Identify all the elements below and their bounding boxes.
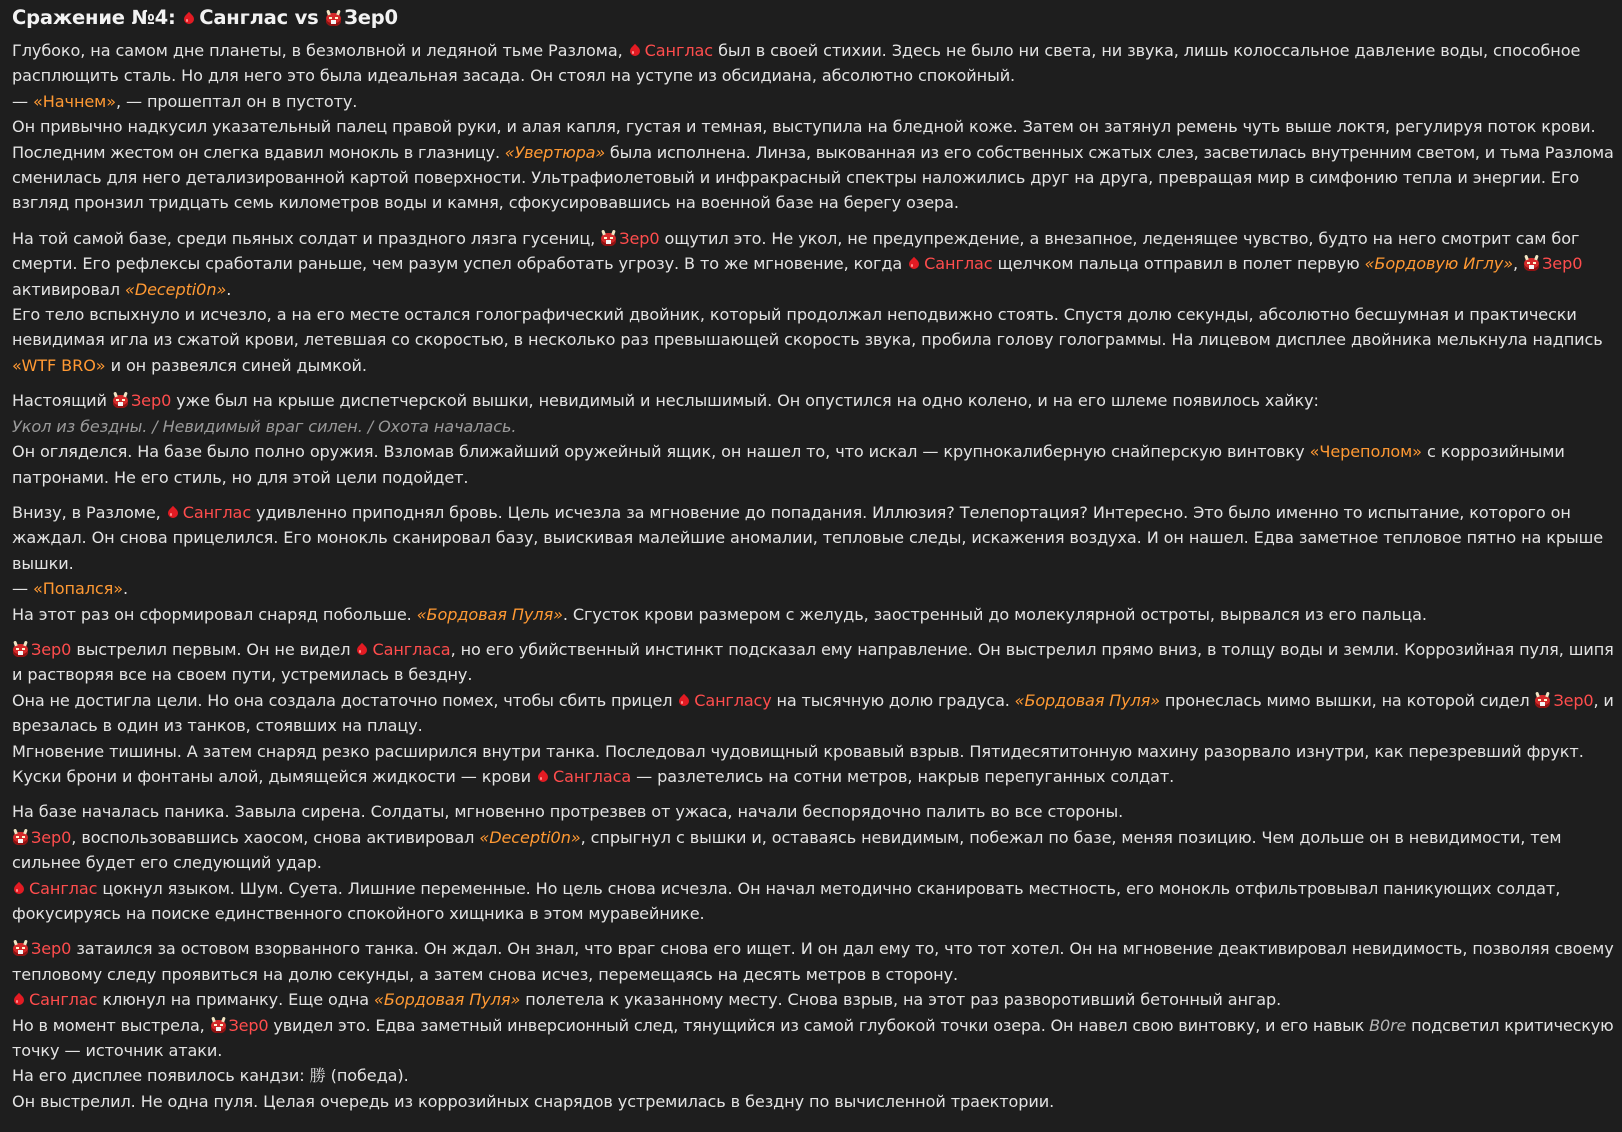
text: — <box>12 579 28 599</box>
text: клюнул на приманку. Еще одна <box>102 990 370 1010</box>
text: на тысячную долю градуса. <box>776 690 1010 710</box>
highlight-phrase: «WTF BRO» <box>12 355 106 375</box>
text-line <box>12 38 1612 63</box>
oni-mask-icon <box>210 1017 227 1034</box>
text-line <box>12 637 1612 662</box>
ability-name: «Бордовая Пуля» <box>374 990 521 1010</box>
character-name-zer0: Зер0 <box>130 391 172 411</box>
text-line: невидимая игла из сжатой крови, летевшая со скоростью, в несколько раз превышающей скорость звука, пробила голову голограммы. На лицевом дисплее двойника мелькнула надпись <box>12 330 1603 350</box>
character-name-zer0: Зер0 <box>619 228 660 248</box>
text-line <box>12 576 1612 601</box>
highlight-phrase: «Начнем» <box>33 91 116 111</box>
text-line: вышки. <box>12 553 74 573</box>
text: и он развеялся синей дымкой. <box>110 355 367 375</box>
text: , и <box>1593 690 1614 710</box>
blood-drop-icon <box>166 504 181 521</box>
blood-drop-icon <box>182 10 197 27</box>
text: пронеслась мимо вышки, на которой сидел <box>1164 690 1530 710</box>
text: была исполнена. Линза, выкованная из его собственных сжатых слез, засветилась внутренним светом, и тьма Разлома <box>609 142 1614 162</box>
text: активировал <box>12 279 120 299</box>
text: с коррозийными <box>1426 442 1565 462</box>
ability-name: «Увертюра» <box>504 142 605 162</box>
text-line <box>12 688 1612 713</box>
text-line: тепловому следу проявиться на долю секунды, а затем снова исчез, перемещаясь на десять метров в сторону. <box>12 964 959 984</box>
text-line <box>12 353 1612 378</box>
text: Последним жестом он слегка вдавил монокль в глазницу. <box>12 142 500 162</box>
text: удивленно приподнял бровь. Цель исчезла за мгновение до попадания. Иллюзия? Телепортация? Интересно. Это было именно то испытание, которого он <box>256 502 1571 522</box>
text-line: Он выстрелил. Не одна пуля. Целая очередь из коррозийных снарядов устремилась в бездну по вычисленной траектории. <box>12 1091 1055 1111</box>
text: — разлетелись на сотни метров, накрыв перепуганных солдат. <box>636 766 1175 786</box>
text: ощутил это. Не укол, не предупреждение, а внезапное, леденящее чувство, будто на него смотрит сам бог <box>664 228 1580 248</box>
text: Внизу, в Разломе, <box>12 502 161 522</box>
text: щелчком пальца отправил в полет первую <box>997 254 1360 274</box>
character-name-zer0: Зер0 <box>228 1015 269 1035</box>
text-line <box>12 876 1612 901</box>
character-name-sanglas: Сангласа <box>553 766 632 786</box>
text-line <box>12 500 1612 525</box>
text-line: патронами. Не его стиль, но для этой цели подойдет. <box>12 467 469 487</box>
text: цокнул языком. Шум. Суета. Лишние переменные. Но цель снова исчезла. Он начал методично сканировать местность, его монокль отфильтровывал паникующих солдат, <box>102 878 1561 898</box>
text-line: На базе началась паника. Завыла сирена. Солдаты, мгновенно протрезвев от ужаса, начали беспорядочно палить во все стороны. <box>12 802 1124 822</box>
text-line <box>12 602 1612 627</box>
oni-mask-icon <box>12 829 29 846</box>
character-name-sanglas: Санглас <box>29 878 98 898</box>
text-line: врезалась в один из танков, стоявших на плацу. <box>12 716 423 736</box>
skill-name: B0re <box>1369 1015 1407 1035</box>
text: . <box>226 279 232 299</box>
text: затаился за остовом взорванного танка. Он ждал. Он знал, что враг снова его ищет. И он дал ему то, что тот хотел. Он на мгновение деактивировал невидимость, позволяя своему <box>76 939 1614 959</box>
text-line <box>12 764 1612 789</box>
paragraph-7 <box>12 936 1612 1114</box>
text: увидел это. Едва заметный инверсионный след, тянущийся из самой глубокой точки озера. Он навел свою винтовку, и его навык <box>273 1015 1365 1035</box>
text: Настоящий <box>12 391 107 411</box>
character-name-zer0: Зер0 <box>31 639 72 659</box>
paragraph-3 <box>12 388 1612 490</box>
text: , спрыгнул с вышки и, оставаясь невидимым, побежал по базе, меняя позицию. Чем дольше он в невидимости, тем <box>580 827 1562 847</box>
blood-drop-icon <box>536 768 551 785</box>
character-name-zer0: Зер0 <box>1542 254 1583 274</box>
text-line: взгляд пронзил тридцать семь километров воды и камня, сфокусировавшись на военной базе на берегу озера. <box>12 193 959 213</box>
text-line: точку — источник атаки. <box>12 1041 223 1061</box>
text: — <box>12 91 28 111</box>
text: На той самой базе, среди пьяных солдат и праздного лязга гусениц, <box>12 228 596 248</box>
character-name-zer0: Зер0 <box>31 827 72 847</box>
oni-mask-icon <box>1534 692 1551 709</box>
blood-drop-icon <box>12 991 27 1008</box>
paragraph-5 <box>12 637 1612 789</box>
text-line <box>12 388 1612 413</box>
character-name-sanglas: Сангласа <box>372 639 451 659</box>
oni-mask-icon <box>12 940 29 957</box>
text-line <box>12 1013 1612 1038</box>
ability-name: «Бордовая Пуля» <box>1014 690 1160 710</box>
ability-name: «Бордовую Иглу» <box>1364 254 1513 274</box>
text-line: и растворяя все на своем пути, устремилась в бездну. <box>12 665 473 685</box>
text-line <box>12 140 1612 165</box>
text-line <box>12 89 1612 114</box>
paragraph-6 <box>12 799 1612 926</box>
title-name-zer0: Зер0 <box>344 6 398 29</box>
blood-drop-icon <box>677 692 692 709</box>
oni-mask-icon <box>12 641 29 658</box>
title-vs: vs <box>294 6 319 29</box>
title-name-sanglas: Санглас <box>199 6 288 29</box>
character-name-sanglas: Санглас <box>29 990 98 1010</box>
text: Но в момент выстрела, <box>12 1015 205 1035</box>
text: , <box>1513 254 1519 274</box>
text-line: сильнее будет его следующий удар. <box>12 853 322 873</box>
character-name-sanglas: Санглас <box>182 502 252 522</box>
text: . Сгусток крови размером с желудь, заостренный до молекулярной остроты, вырвался из его пальца. <box>562 604 1427 624</box>
oni-mask-icon <box>600 230 617 247</box>
character-name-sanglas: Санглас <box>924 254 993 274</box>
text: Он огляделся. На базе было полно оружия. Взломав ближайший оружейный ящик, он нашел то, что искал — крупнокалиберную снайперскую винтовку <box>12 442 1305 462</box>
text: Глубоко, на самом дне планеты, в безмолвной и ледяной тьме Разлома, <box>12 41 623 60</box>
text-line: расплющить сталь. Но для него это была идеальная засада. Он стоял на уступе из обсидиана, абсолютно спокойный. <box>12 66 1016 86</box>
title-prefix: Сражение №4: <box>12 6 176 29</box>
blood-drop-icon <box>907 255 922 272</box>
paragraph-4 <box>12 500 1612 627</box>
ability-name: «Decepti0n» <box>479 827 581 847</box>
text: На этот раз он сформировал снаряд побольше. <box>12 604 412 624</box>
oni-mask-icon <box>1523 255 1540 272</box>
ability-name: «Decepti0n» <box>125 279 227 299</box>
text: . <box>122 579 129 599</box>
text: смерти. Его рефлексы сработали раньше, чем разум успел обработать угрозу. В то же мгновение, когда <box>12 254 903 274</box>
text-line <box>12 936 1612 961</box>
text-line <box>12 226 1612 251</box>
blood-drop-icon <box>628 42 643 59</box>
text-line <box>12 825 1612 850</box>
battle-title <box>12 5 1612 31</box>
ability-name: «Бордовая Пуля» <box>416 604 563 624</box>
oni-mask-icon <box>325 10 342 27</box>
text-line: жаждал. Он снова прицелился. Его монокль сканировал базу, выискивая малейшие аномалии, тепловые следы, искажения воздуха. И он нашел. Едва заметное тепловое пятно на крыше <box>12 528 1604 548</box>
paragraph-1 <box>12 38 1612 216</box>
character-name-sanglas: Санглас <box>644 41 714 60</box>
text: , воспользовавшись хаосом, снова активировал <box>71 827 475 847</box>
character-name-sanglas: Сангласу <box>694 690 772 710</box>
text: уже был на крыше диспетчерской вышки, невидимый и неслышимый. Он опустился на одно колено, и на его шлеме появилось хайку: <box>176 391 1319 411</box>
text-line <box>12 277 1612 302</box>
oni-mask-icon <box>112 392 129 409</box>
text-line <box>12 439 1612 464</box>
text-line: Его тело вспыхнуло и исчезло, а на его месте остался голографический двойник, который продолжал неподвижно стоять. Спустя долю секунды, абсолютно бесшумная и практически <box>12 305 1577 325</box>
text-line: Он привычно надкусил указательный палец правой руки, и алая капля, густая и темная, выступила на бледной коже. Затем он затянул ремень чуть выше локтя, регулируя поток крови. <box>12 117 1596 137</box>
text: , — прошептал он в пустоту. <box>115 91 358 111</box>
blood-drop-icon <box>355 641 370 658</box>
highlight-phrase: «Череполом» <box>1309 442 1422 462</box>
character-name-zer0: Зер0 <box>31 939 72 959</box>
text: полетела к указанному месту. Снова взрыв, на этот раз разворотивший бетонный ангар. <box>525 990 1282 1010</box>
text-line: На его дисплее появилось кандзи: 勝 (победа). <box>12 1066 409 1086</box>
text: подсветил критическую <box>1411 1015 1614 1035</box>
text-line: фокусируясь на поиске единственного спокойного хищника в этом муравейнике. <box>12 904 705 923</box>
text: Куски брони и фонтаны алой, дымящейся жидкости — крови <box>12 766 531 786</box>
text-line <box>12 987 1612 1012</box>
text: Она не достигла цели. Но она создала достаточно помех, чтобы сбить прицел <box>12 690 673 710</box>
text-line: сменилась для него детализированной картой поверхности. Ультрафиолетовый и инфракрасный спектры наложились друг на друга, превращая мир в симфонию тепла и энергии. Его <box>12 168 1580 188</box>
haiku: Укол из бездны. / Невидимый враг силен. / Охота началась. <box>12 416 517 436</box>
character-name-zer0: Зер0 <box>1553 690 1594 710</box>
highlight-phrase: «Попался» <box>33 579 123 599</box>
text: выстрелил первым. Он не видел <box>76 639 351 659</box>
text: , но его убийственный инстинкт подсказал ему направление. Он выстрелил прямо вниз, в толщу воды и земли. Коррозийная пуля, шипя <box>450 639 1614 659</box>
text: был в своей стихии. Здесь не было ни света, ни звука, лишь колоссальное давление воды, способное <box>718 41 1581 60</box>
paragraph-2 <box>12 226 1612 378</box>
blood-drop-icon <box>12 880 27 897</box>
text-line: Мгновение тишины. А затем снаряд резко расширился внутри танка. Последовал чудовищный кровавый взрыв. Пятидесятитонную махину разорвало изнутри, как перезревший фрукт. <box>12 741 1584 761</box>
text-line <box>12 251 1612 276</box>
